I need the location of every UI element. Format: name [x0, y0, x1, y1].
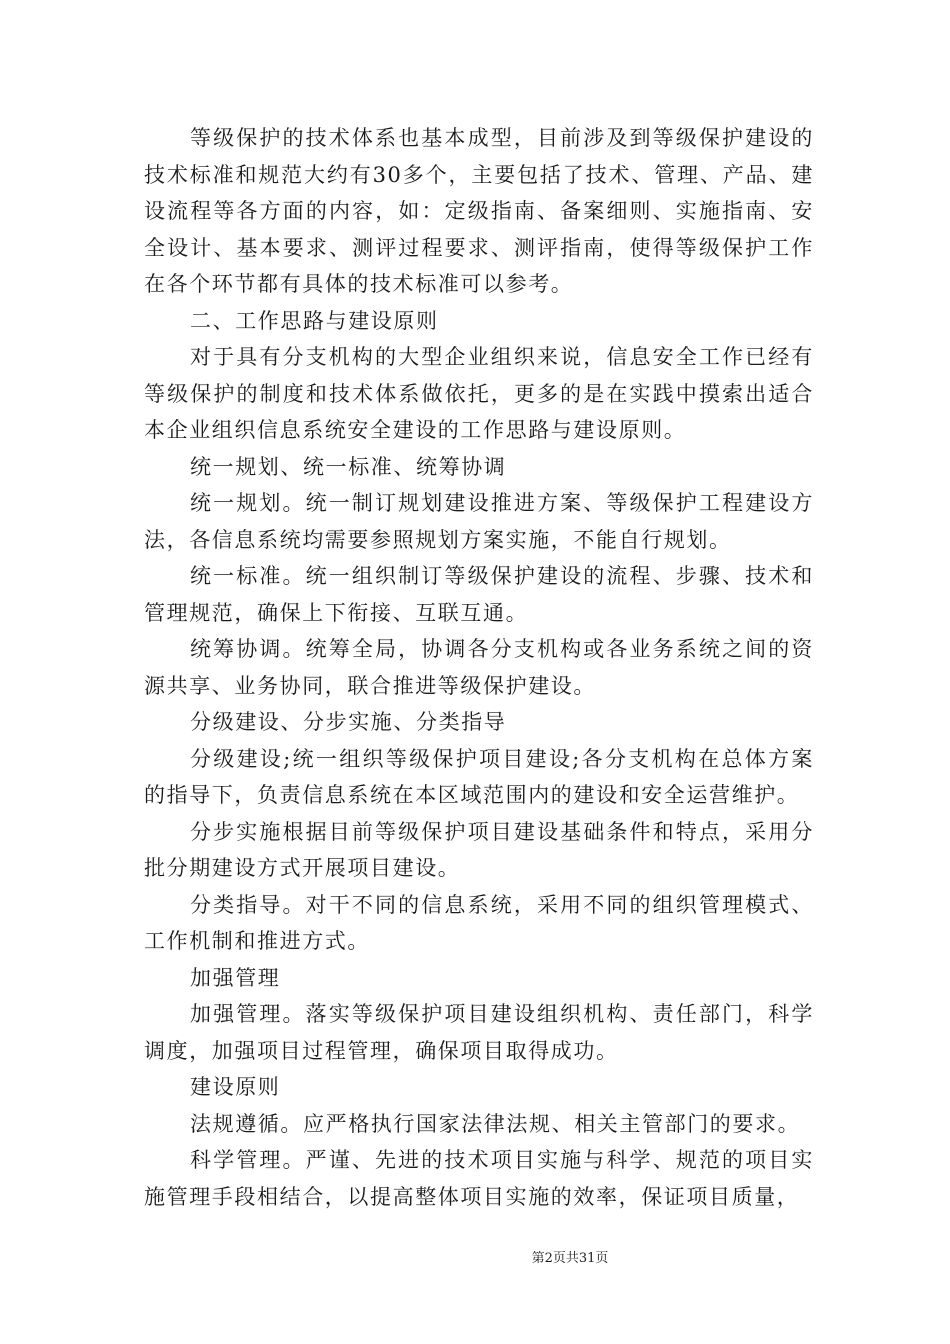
- paragraph-unified-planning: 统一规划。统一制订规划建设推进方案、等级保护工程建设方法，各信息系统均需要参照规划方案实施，不能自行规划。: [144, 491, 814, 552]
- section-heading-work-principles: 二、工作思路与建设原则: [190, 308, 439, 333]
- subheading-management: 加强管理: [190, 965, 281, 990]
- paragraph-unified-standard: 统一标准。统一组织制订等级保护建设的流程、步骤、技术和管理规范，确保上下衔接、互联互通。: [144, 564, 814, 625]
- document-body: [144, 120, 814, 1215]
- page-footer: [0, 1247, 950, 1266]
- paragraph-scientific-management: 科学管理。严谨、先进的技术项目实施与科学、规范的项目实施管理手段相结合，以提高整体项目实施的效率，保证项目质量，: [144, 1148, 814, 1209]
- paragraph-tech-system: 等级保护的技术体系也基本成型，目前涉及到等级保护建设的技术标准和规范大约有30多个，主要包括了技术、管理、产品、建设流程等各方面的内容，如：定级指南、备案细则、实施指南、安全设计、基本要求、测评过程要求、测评指南，使得等级保护工作在各个环节都有具体的技术标准可以参考。: [144, 126, 814, 296]
- paragraph-intro: 对于具有分支机构的大型企业组织来说，信息安全工作已经有等级保护的制度和技术体系做依托，更多的是在实践中摸索出适合本企业组织信息系统安全建设的工作思路与建设原则。: [144, 345, 814, 442]
- subheading-graded: 分级建设、分步实施、分类指导: [190, 710, 507, 734]
- paragraph-strengthen-management: 加强管理。落实等级保护项目建设组织机构、责任部门，科学调度，加强项目过程管理，确保项目取得成功。: [144, 1002, 814, 1063]
- subheading-construction-principles: 建设原则: [190, 1075, 281, 1099]
- paragraph-phased-implementation: 分步实施根据目前等级保护项目建设基础条件和特点，采用分批分期建设方式开展项目建设。: [144, 819, 814, 880]
- paragraph-coordination: 统筹协调。统筹全局，协调各分支机构或各业务系统之间的资源共享、业务协同，联合推进等级保护建设。: [144, 637, 814, 698]
- page-number: 第2页共31页: [531, 1251, 609, 1266]
- paragraph-graded-construction: 分级建设;统一组织等级保护项目建设;各分支机构在总体方案的指导下，负责信息系统在本区域范围内的建设和安全运营维护。: [144, 746, 814, 807]
- subheading-unified: 统一规划、统一标准、统筹协调: [190, 454, 507, 479]
- paragraph-classified-guidance: 分类指导。对干不同的信息系统，采用不同的组织管理模式、工作机制和推进方式。: [144, 892, 814, 953]
- paragraph-law-compliance: 法规遵循。应严格执行国家法律法规、相关主管部门的要求。: [190, 1111, 801, 1136]
